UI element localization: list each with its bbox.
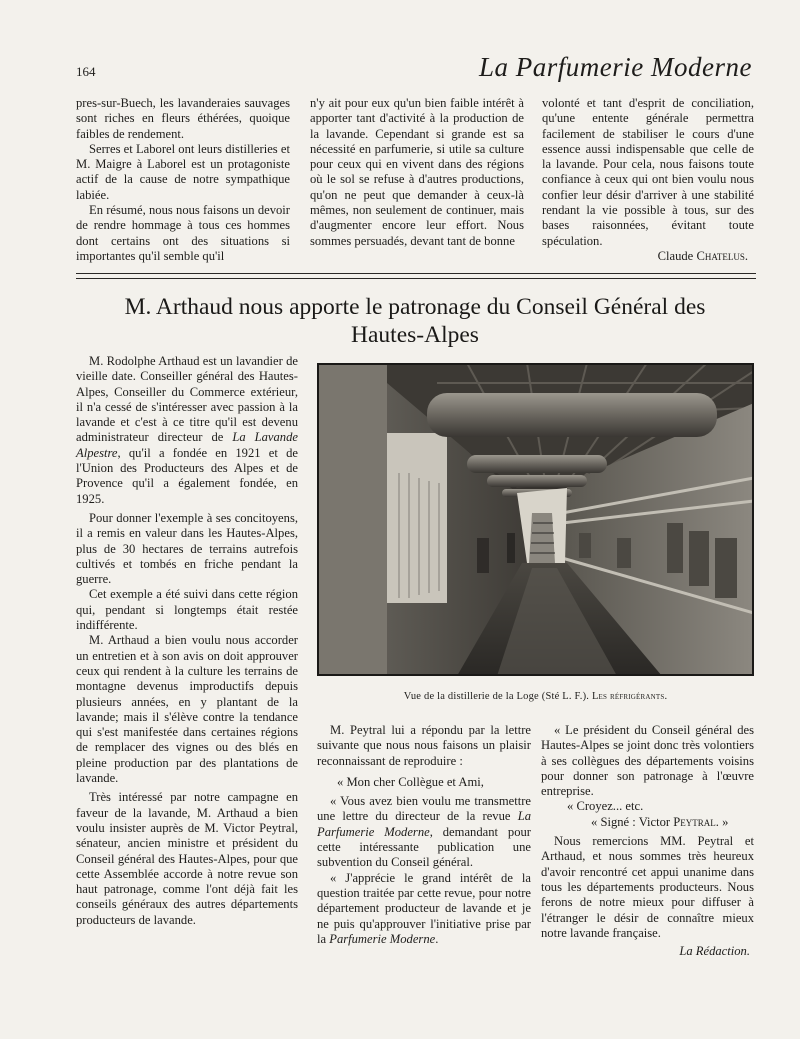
author-first-name: Claude — [657, 248, 694, 263]
paragraph: « Vous avez bien voulu me transmettre une lettre du directeur de la revue La Parfumerie Moderne, demandant pour cette intéressante publication une subvention du Conseil général. — [317, 794, 531, 870]
editorial-signature: La Rédaction. — [679, 944, 750, 959]
paragraph: n'y ait pour eux qu'un bien faible intérêt à apporter tant d'activité à la production de la lavande. Cependant si grande est sa nécessité en parfumerie, si utile sa culture pour ceux qui en vivent dans des régions où le sol se refuse à d'autres productions, qu'on ne peut que demander à ceux-là mêmes, non seulement de continuer, mais d'augmenter encore leur effort. Nous sommes persuadés, devant tant de bonne — [310, 96, 524, 248]
author-signature — [542, 249, 748, 264]
refrigerant-pipe — [427, 393, 717, 437]
journal-title: La Parfumerie Moderne — [479, 52, 752, 82]
paragraph: « Le président du Conseil général des Hautes-Alpes se joint donc très volontiers à ses collègues des départements voisins pour donner son patronage à l'œuvre entreprise. — [541, 723, 754, 799]
letter-closing: « Croyez... etc. — [567, 799, 644, 814]
main-article-right-column — [541, 723, 754, 959]
paragraph: pres-sur-Buech, les lavanderaies sauvages sont riches en fleurs éthérées, quoique faibles de rendement. — [76, 96, 290, 141]
paragraph: M. Peytral lui a répondu par la lettre suivante que nous nous faisons un plaisir reconnaissant de reproduire : — [317, 723, 531, 768]
main-article-middle-column — [317, 723, 531, 947]
magazine-name: Parfumerie Moderne — [329, 931, 436, 946]
article-headline: M. Arthaud nous apporte le patronage du Conseil Général des Hautes-Alpes — [124, 294, 706, 348]
paragraph: En résumé, nous nous faisons un devoir de rendre hommage à tous ces hommes dont certains ont des situations si importantes qu'il semble qu'il — [76, 203, 290, 263]
company-name: La Lavande Alpestre — [76, 430, 298, 460]
paragraph: M. Rodolphe Arthaud est un lavandier de vieille date. Conseiller général des Hautes-Alpes, Conseiller du Commerce extérieur, il n'a cessé de s'intéresser avec passion à la lavande et c'est à ce titre qu'il est devenu administrateur directeur de La Lavande Alpestre, qu'il a fondée en 1921 et de l'Union des Producteurs des Alpes et de Provence qu'il a également fondée, en 1925. — [76, 354, 298, 506]
top-article-column-1 — [76, 96, 290, 264]
paragraph: Pour donner l'exemple à ses concitoyens, il a remis en valeur dans les Hautes-Alpes, plus de 30 hectares de terrains autrefois cultivés et tombés en friche pendant la guerre. — [76, 510, 298, 587]
paragraph: volonté et tant d'esprit de conciliation, qu'une entente générale permettra facilement de stabiliser le cours d'une essence aussi indispensable que celle de la lavande. Pour cela, nous faisons toute confiance à ceux qui ont bien voulu nous confier leur désir d'arriver à une stabilité rendant la vie possible à tous, sur des bases raisonnées, évitant toute spéculation. — [542, 96, 754, 248]
distillery-illustration — [317, 363, 754, 676]
section-divider — [76, 273, 756, 279]
paragraph: M. Arthaud a bien voulu nous accorder un entretien et à son avis on doit approuver ceux qui rendent à la culture les terrains de montagne devenus improductifs depuis plusieurs années, en y plantant de la lavande; mais il s'élève contre la tendance qui s'est manifestée dans certaines régions de remplacer des vignes ou des blés en pleine production par des plantations de lavande. — [76, 633, 298, 786]
page-number: 164 — [76, 64, 96, 79]
distillery-photo — [317, 363, 754, 676]
paragraph: Très intéressé par notre campagne en faveur de la lavande, M. Arthaud a bien voulu insister auprès de M. Victor Peytral, sénateur, ancien ministre et président du Conseil général des Hautes-Alpes, pour que cette Assemblée accorde à notre revue son haut patronage, comme l'ont déjà fait les conseils généraux des autres départements producteurs de lavande. — [76, 790, 298, 927]
paragraph: « J'apprécie le grand intérêt de la question traitée par cette revue, pour notre département producteur de lavande et je ne puis qu'approuver l'initiative prise par la Parfumerie Moderne. — [317, 870, 531, 946]
top-article-column-3 — [542, 96, 754, 264]
paragraph: Cet exemple a été suivi dans cette région qui, pendant si longtemps était restée indifférente. — [76, 587, 298, 633]
paragraph: Nous remercions MM. Peytral et Arthaud, et nous sommes très heureux d'avoir rencontré cet appui unanime dans tous les départements producteurs. Nous ferons de notre mieux pour diffuser à l'étranger le désir de connaître mieux notre lavande française. — [541, 834, 754, 940]
tiled-wall — [387, 433, 447, 603]
main-article-left-column — [76, 354, 298, 928]
paragraph: Serres et Laborel ont leurs distilleries et M. Maigre à Laborel est un protagoniste actif de la cause de notre sympathique labiée. — [76, 141, 290, 202]
photo-caption: Vue de la distillerie de la Loge (Sté L. F.). Les réfrigérants. — [403, 691, 668, 702]
letter-salutation: « Mon cher Collègue et Ami, — [337, 774, 484, 789]
author-last-name: Chatelus. — [696, 248, 748, 263]
magazine-name: La Parfumerie Moderne — [317, 809, 531, 839]
top-article-column-2 — [310, 96, 524, 249]
letter-signed: « Signé : Victor Peytral. » — [591, 814, 729, 829]
